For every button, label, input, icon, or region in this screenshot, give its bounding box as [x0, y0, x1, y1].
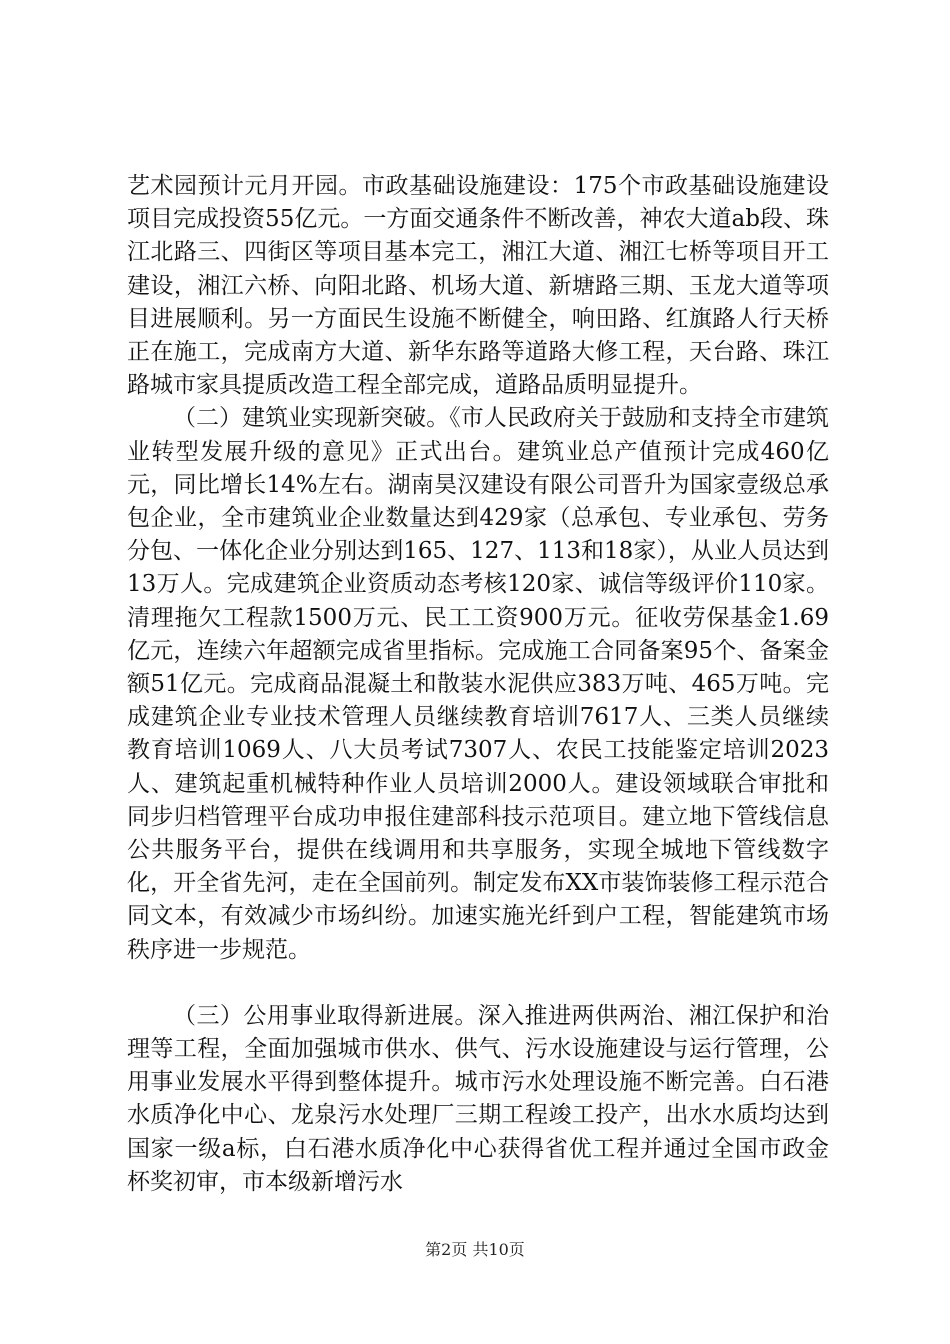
document-body — [127, 170, 829, 1199]
paragraph-construction-industry: （二）建筑业实现新突破。《市人民政府关于鼓励和支持全市建筑业转型发展升级的意见》正式出台。建筑业总产值预计完成460亿元，同比增长14%左右。湖南昊汉建设有限公司晋升为国家壹级总承包企业，全市建筑业企业数量达到429家（总承包、专业承包、劳务分包、一体化企业分别达到165、127、113和18家），从业人员达到13万人。完成建筑企业资质动态考核120家、诚信等级评价110家。清理拖欠工程款1500万元、民工工资900万元。征收劳保基金1.69亿元，连续六年超额完成省里指标。完成施工合同备案95个、备案金额51亿元。完成商品混凝土和散装水泥供应383万吨、465万吨。完成建筑企业专业技术管理人员继续教育培训7617人、三类人员继续教育培训1069人、八大员考试7307人、农民工技能鉴定培训2023人、建筑起重机械特种作业人员培训2000人。建设领域联合审批和同步归档管理平台成功申报住建部科技示范项目。建立地下管线信息公共服务平台，提供在线调用和共享服务，实现全城地下管线数字化，开全省先河，走在全国前列。制定发布XX市装饰装修工程示范合同文本，有效减少市场纠纷。加速实施光纤到户工程，智能建筑市场秩序进一步规范。 — [127, 405, 829, 963]
page-number-footer: 第2页 共10页 — [425, 1240, 525, 1259]
paragraph-public-utilities: （三）公用事业取得新进展。深入推进两供两治、湘江保护和治理等工程，全面加强城市供水、供气、污水设施建设与运行管理，公用事业发展水平得到整体提升。城市污水处理设施不断完善。白石港水质净化中心、龙泉污水处理厂三期工程竣工投产，出水水质均达到国家一级a标，白石港水质净化中心获得省优工程并通过全国市政金杯奖初审，市本级新增污水 — [127, 1002, 829, 1195]
paragraph-municipal-infrastructure: 艺术园预计元月开园。市政基础设施建设：175个市政基础设施建设项目完成投资55亿元。一方面交通条件不断改善，神农大道ab段、珠江北路三、四街区等项目基本完工，湘江大道、湘江七桥等项目开工建设，湘江六桥、向阳北路、机场大道、新塘路三期、玉龙大道等项目进展顺利。另一方面民生设施不断健全，响田路、红旗路人行天桥正在施工，完成南方大道、新华东路等道路大修工程，天台路、珠江路城市家具提质改造工程全部完成，道路品质明显提升。 — [127, 173, 829, 399]
